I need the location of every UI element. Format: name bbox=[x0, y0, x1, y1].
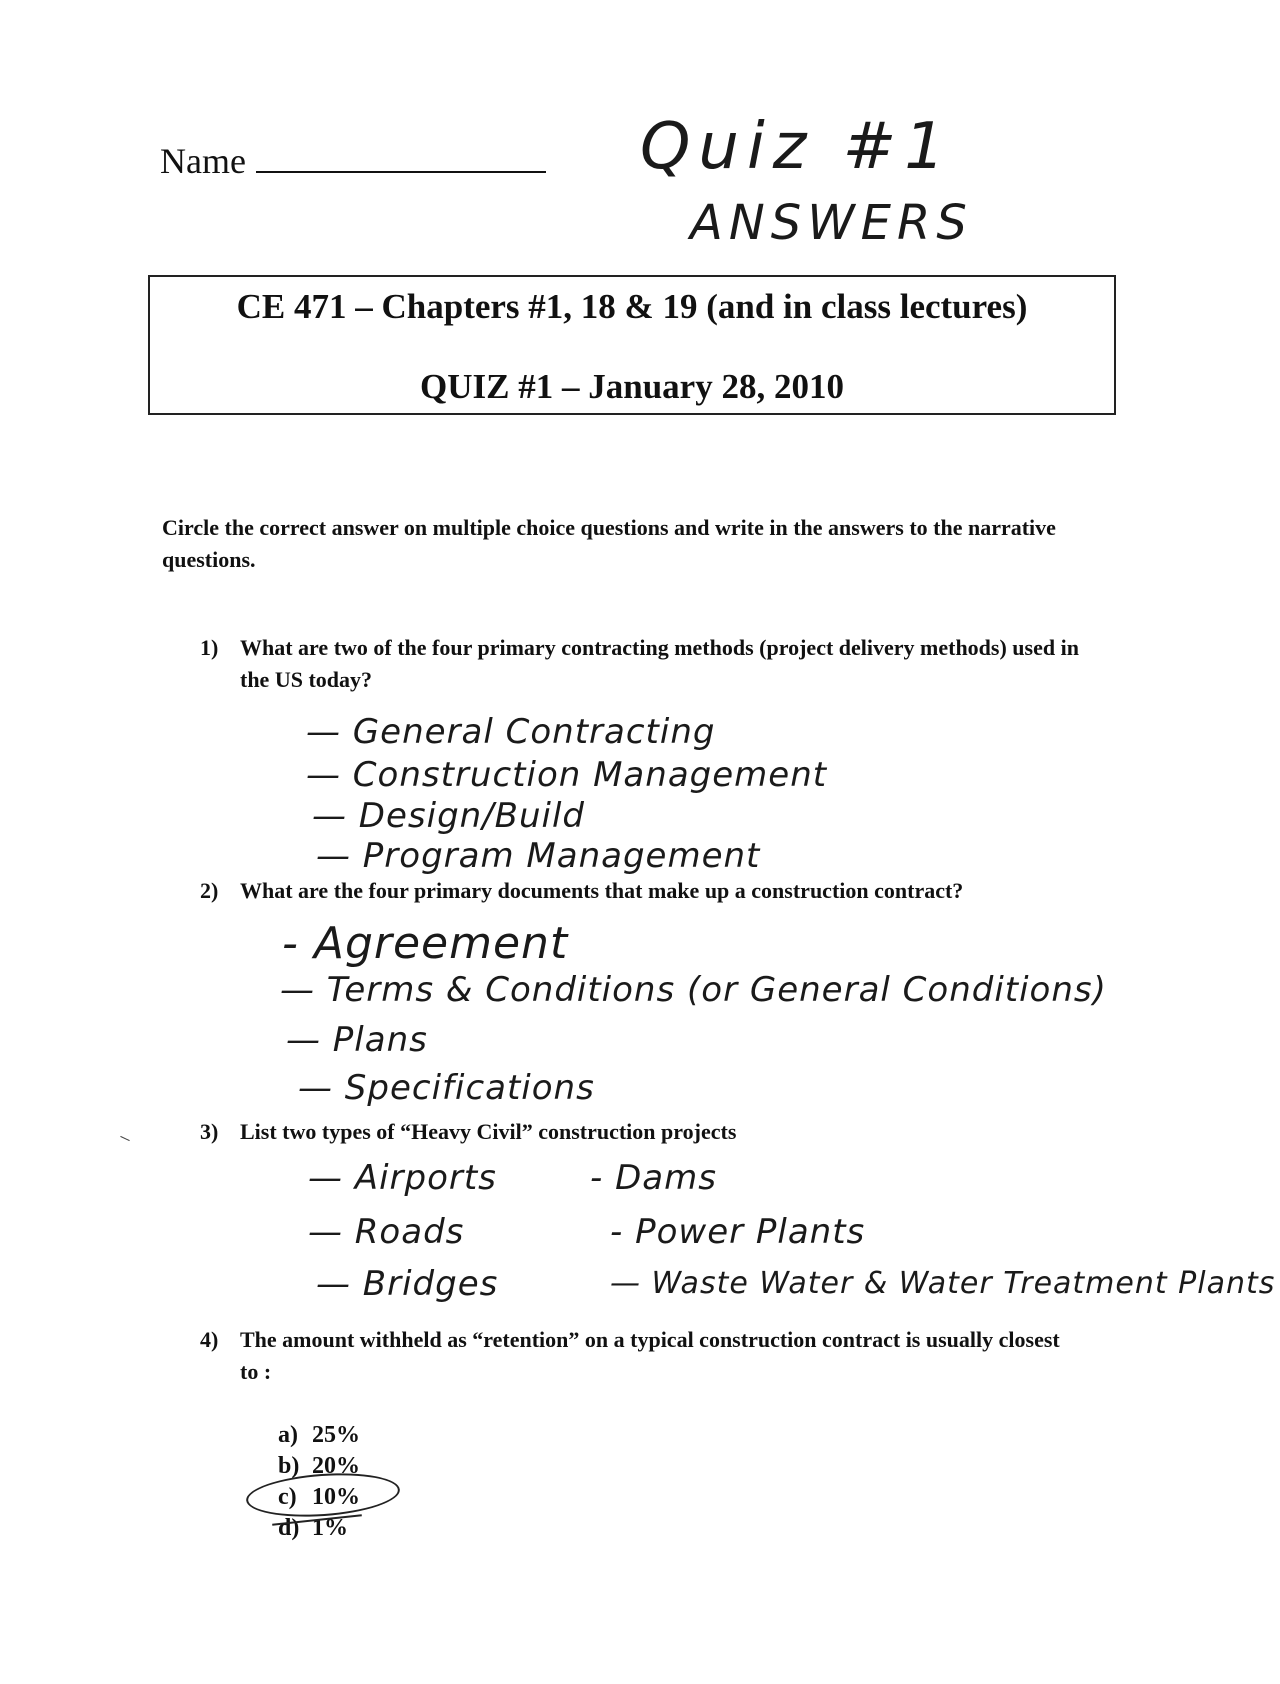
answer-2-line-1: - Agreement bbox=[282, 918, 569, 969]
answer-1-line-1: — General Contracting bbox=[306, 712, 716, 752]
handwritten-quiz-title: Quiz #1 bbox=[640, 110, 953, 184]
option-d[interactable]: d) 1% bbox=[278, 1515, 348, 1541]
handwritten-answers-title: ANSWERS bbox=[690, 195, 973, 251]
answer-2-line-2: — Terms & Conditions (or General Conditions) bbox=[280, 970, 1107, 1010]
answer-1-line-2: — Construction Management bbox=[306, 755, 828, 795]
question-text: List two types of “Heavy Civil” construction projects bbox=[240, 1119, 737, 1144]
course-title: CE 471 – Chapters #1, 18 & 19 (and in class lectures) bbox=[236, 287, 1028, 326]
answer-3-right-2: - Power Plants bbox=[610, 1212, 866, 1252]
option-a[interactable]: a) 25% bbox=[278, 1422, 360, 1448]
answer-3-left-1: — Airports bbox=[308, 1158, 497, 1198]
option-b[interactable]: b) 20% bbox=[278, 1453, 360, 1479]
question-number: 3) bbox=[200, 1119, 219, 1144]
answer-3-left-2: — Roads bbox=[308, 1212, 465, 1252]
question-text: What are the four primary documents that make up a construction contract? bbox=[240, 878, 964, 903]
question-text: The amount withheld as “retention” on a typical construction contract is usually closest to : bbox=[240, 1327, 1060, 1384]
question-1 bbox=[200, 632, 1080, 696]
question-3 bbox=[200, 1116, 1100, 1148]
question-2 bbox=[200, 875, 1140, 907]
question-text: What are two of the four primary contracting methods (project delivery methods) used in the US today? bbox=[240, 635, 1079, 692]
question-number: 4) bbox=[200, 1327, 219, 1352]
answer-3-right-3: — Waste Water & Water Treatment Plants bbox=[610, 1266, 1276, 1301]
name-field-row bbox=[160, 140, 546, 182]
name-label: Name bbox=[160, 141, 246, 181]
question-4 bbox=[200, 1324, 1080, 1388]
option-c-selected[interactable]: c) 10% bbox=[278, 1484, 360, 1510]
answer-2-line-3: — Plans bbox=[286, 1020, 428, 1060]
answer-3-right-1: - Dams bbox=[590, 1158, 717, 1198]
answer-1-line-3: — Design/Build bbox=[312, 796, 586, 836]
answer-circle-mark bbox=[245, 1469, 402, 1522]
question-number: 1) bbox=[200, 635, 219, 660]
answer-2-line-4: — Specifications bbox=[298, 1068, 595, 1108]
answer-3-left-3: — Bridges bbox=[316, 1264, 499, 1304]
instructions-text: Circle the correct answer on multiple choice questions and write in the answers to the narrative questions. bbox=[162, 515, 1056, 572]
question-number: 2) bbox=[200, 878, 219, 903]
answer-1-line-4: — Program Management bbox=[316, 836, 761, 876]
course-header-box bbox=[148, 275, 1116, 415]
quiz-title: QUIZ #1 – January 28, 2010 bbox=[420, 367, 844, 406]
stray-mark bbox=[120, 1136, 129, 1141]
name-blank-line[interactable] bbox=[256, 141, 546, 173]
